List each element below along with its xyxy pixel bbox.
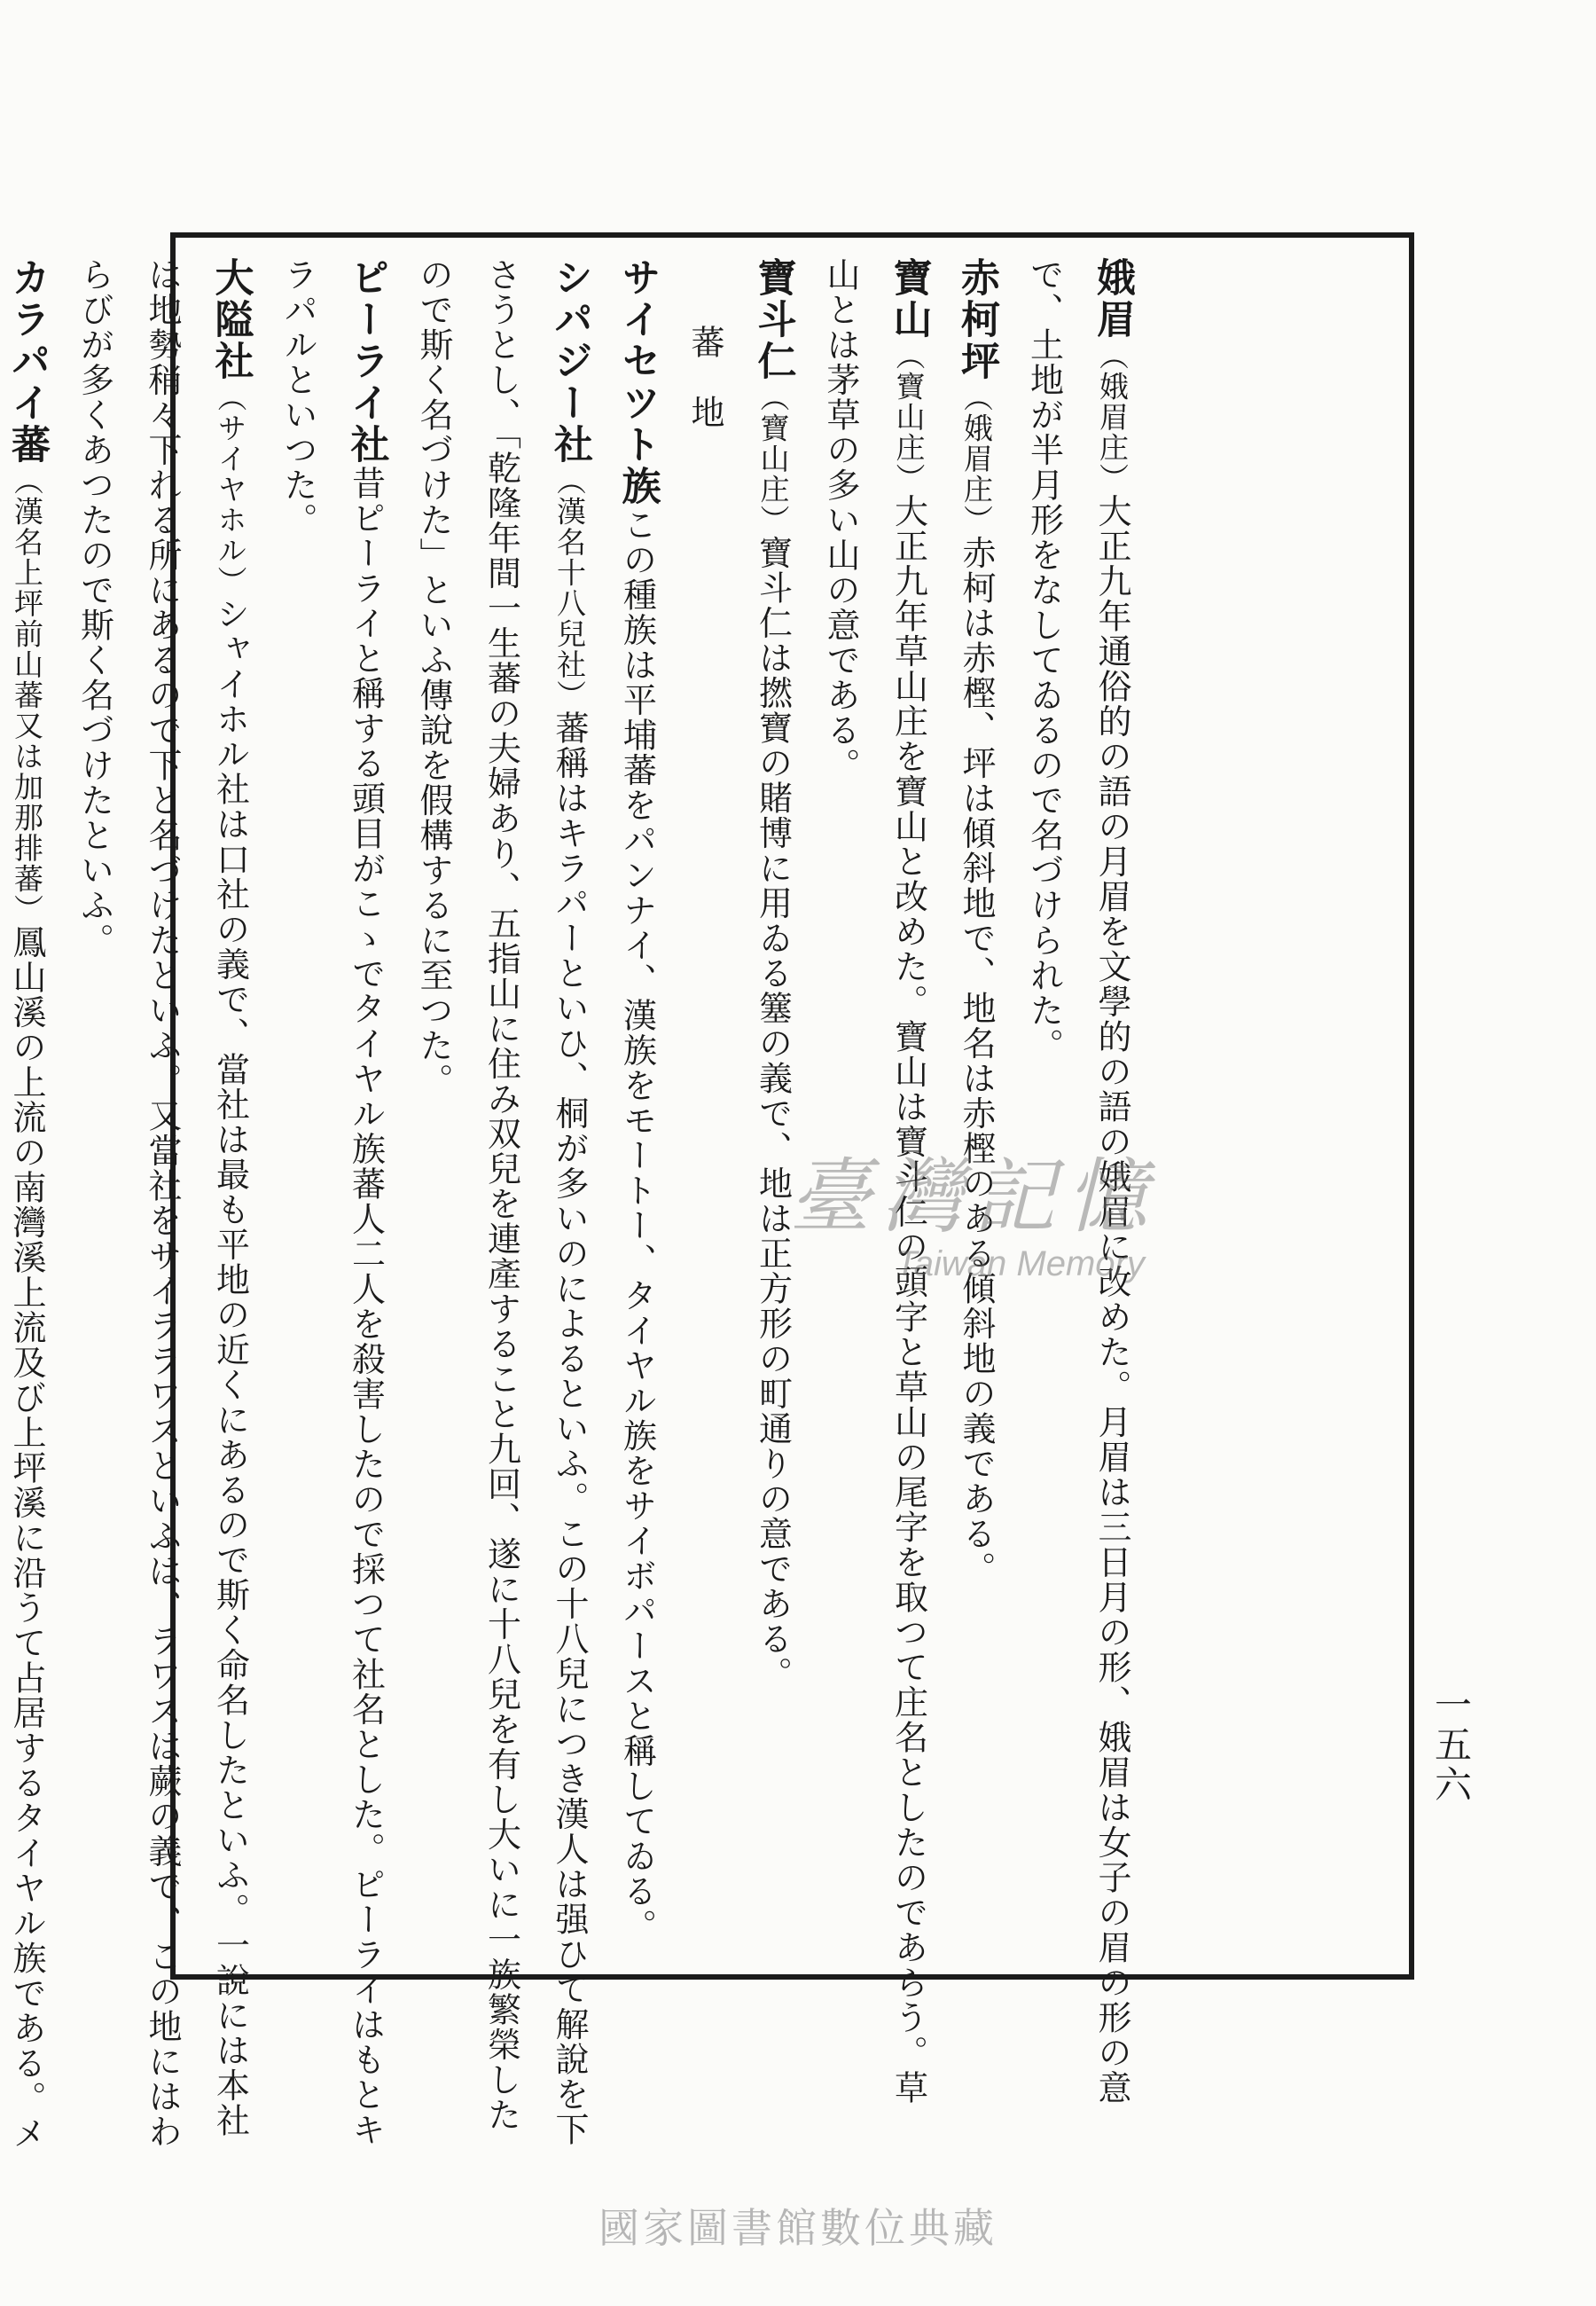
entry-text: 山とは茅草の多い山の意である。 bbox=[821, 257, 860, 783]
entry-text: 蕃稱はキラパーといひ、桐が多いのによるといふ。この十八兒につき漢人は强ひて解說を下 bbox=[550, 710, 589, 2147]
watermark-title: 臺灣記憶 bbox=[789, 1149, 1159, 1244]
text-column bbox=[874, 257, 943, 2106]
text-column bbox=[400, 257, 468, 1925]
text-column bbox=[943, 257, 1011, 1925]
entry-annotation: （娥眉庄） bbox=[1095, 341, 1130, 494]
entry-text: らびが多くあつたので斯く名づけたといふ。 bbox=[74, 257, 114, 958]
entry-text: ラパルといつた。 bbox=[278, 257, 317, 537]
entry-annotation: （サイヤホル） bbox=[213, 382, 248, 597]
entry-heading: サイセツト族 bbox=[614, 257, 661, 507]
text-column bbox=[1010, 257, 1078, 1925]
entry-annotation: （娥眉庄） bbox=[959, 382, 994, 536]
text-column bbox=[467, 257, 536, 2132]
entry-text: 昔ピーライと稱する頭目がこゝでタイヤル族蕃人二人を殺害したので採つて社名とした。ピーライはもとキ bbox=[346, 466, 386, 2147]
entry-text: 大正九年草山庄を寶山と改めた。寶山は寶斗仁の頭字と草山の尾字を取つて庄名としたのであらう。草 bbox=[888, 493, 928, 2106]
entry-heading: 赤柯坪 bbox=[954, 257, 999, 382]
vertical-text-columns bbox=[4, 257, 1146, 2151]
entry-text: 鳳山溪の上流の南灣溪上流及び上坪溪に沿うて占居するタイヤル族である。メ bbox=[7, 924, 46, 2151]
entry-heading: 寶山 bbox=[886, 257, 932, 341]
entry-text: この種族は平埔蕃をパンナイ、漢族をモートー、タイヤル族をサイボパースと稱してゐる。 bbox=[617, 507, 657, 1944]
entry-text: 赤柯は赤樫、坪は傾斜地で、地名は赤樫のある傾斜地の義である。 bbox=[957, 535, 996, 1587]
page-number: 一五六 bbox=[1429, 1685, 1473, 1805]
text-column bbox=[1078, 257, 1146, 2106]
entry-annotation: （漢名上坪前山蕃又は加那排蕃） bbox=[10, 466, 44, 925]
entry-text: 寶斗仁は撚寶の賭博に用ゐる簺の義で、地は正方形の町通りの意である。 bbox=[753, 535, 793, 1691]
text-column bbox=[196, 257, 264, 2138]
text-column bbox=[264, 257, 332, 1925]
entry-text: 蕃 地 bbox=[685, 325, 724, 430]
entry-heading: 寶斗仁 bbox=[750, 257, 796, 382]
entry-heading: カラパイ蕃 bbox=[4, 257, 50, 466]
entry-annotation: （漢名十八兒社） bbox=[552, 466, 587, 710]
library-footer: 國家圖書館數位典藏 bbox=[598, 2204, 998, 2252]
entry-heading: ピーライ社 bbox=[343, 257, 389, 466]
entry-text: で、土地が半月形をなしてゐるので名づけられた。 bbox=[1024, 257, 1064, 1063]
text-column bbox=[671, 257, 739, 1925]
entry-text: は地勢稍々下れる所にあるので下と名づけたといふ。又當社をサイララワスといふは、ラワスは蕨の義で、この地にはわ bbox=[143, 257, 182, 2149]
text-column bbox=[603, 257, 671, 1944]
entry-annotation: （寶山庄） bbox=[891, 341, 927, 494]
watermark-subtitle: Taiwan Memory bbox=[896, 1244, 1145, 1283]
entry-heading: 大隘社 bbox=[207, 257, 254, 382]
text-column bbox=[332, 257, 400, 2147]
text-column bbox=[0, 257, 60, 2151]
entry-text: さうとし、「乾隆年間一生蕃の夫婦あり、五指山に住み双兒を連產すること九回、遂に十八兒を有し大いに一族繁榮した bbox=[481, 257, 521, 2132]
text-column bbox=[60, 257, 129, 1925]
text-column bbox=[129, 257, 197, 2149]
text-column bbox=[807, 257, 875, 1925]
entry-annotation: （寶山庄） bbox=[755, 382, 791, 536]
text-column bbox=[739, 257, 807, 1925]
entry-text: シャイホル社は口社の義で、當社は最も平地の近くにあるので斯く命名したといふ。一說には本社 bbox=[210, 596, 250, 2138]
entry-text: 大正九年通俗的の語の月眉を文學的の語の娥眉に改めた。月眉は三日月の形、娥眉は女子の眉の形の意 bbox=[1092, 493, 1131, 2106]
entry-text: ので斯く名づけた」といふ傳說を假構するに至つた。 bbox=[414, 257, 453, 1098]
entry-heading: 娥眉 bbox=[1090, 257, 1135, 341]
entry-heading: シパジー社 bbox=[547, 257, 592, 466]
text-column bbox=[536, 257, 604, 2147]
